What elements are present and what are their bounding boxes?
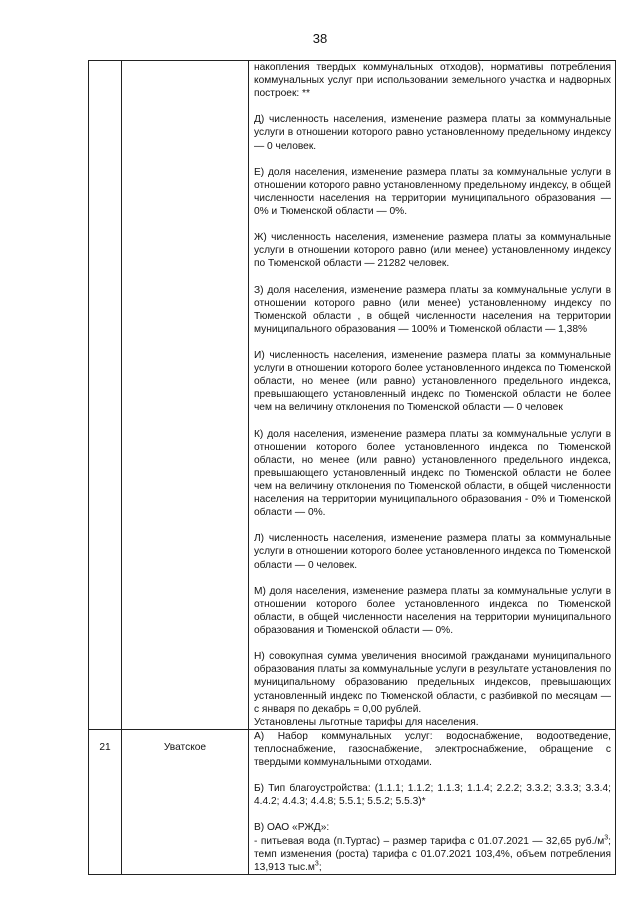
paragraph: М) доля населения, изменение размера платы за коммунальные услуги в отношении которого более установленного индекса по Тюменской области, в общей численности населения на территории муниципального образования и Тюменской области — 0%.	[254, 585, 611, 637]
paragraph: - питьевая вода (п.Туртас) – размер тарифа с 01.07.2021 — 32,65 $руб./м^3$; темп изменения (роста) тарифа с 01.07.2021 103,4%, объем потребления 13,913 $тыс.м^3$;	[254, 834, 611, 873]
row-number-cell: 21	[89, 729, 122, 874]
paragraph: З) доля населения, изменение размера платы за коммунальные услуги в отношении которого равно (или менее) установленному индексу по Тюменской области , в общей численности населения на территории муниципального образования — 100% и Тюменской области — 1,38%	[254, 284, 611, 335]
municipality-cell: Уватское	[122, 729, 249, 874]
paragraph: Е) доля населения, изменение размера платы за коммунальные услуги в отношении которого равно установленному предельному индексу, в общей численности населения на территории муниципального образования — 0% и Тюменской области — 0%.	[254, 166, 611, 218]
description-text	[249, 61, 615, 729]
paragraph: И) численность населения, изменение размера платы за коммунальные услуги в отношении которого более установленного индекса по Тюменской области, но менее (или равно) установленного предельного индекса, превышающего установленный индекс по Тюменской области не более чем на величину отклонения по Тюменской области — 0 человек	[254, 350, 611, 414]
description-cell	[249, 61, 616, 730]
municipality-cell	[122, 61, 249, 730]
table-row	[89, 729, 616, 874]
row-number-cell	[89, 61, 122, 730]
paragraph: Ж) численность населения, изменение размера платы за коммунальные услуги в отношении которого равно (или менее) установленному индексу по Тюменской области — 21282 человек.	[254, 232, 611, 270]
paragraph: накопления твердых коммунальных отходов), нормативы потребления коммунальных услуг при использовании земельного участка и надворных построек: **	[254, 62, 611, 100]
paragraph: К) доля населения, изменение размера платы за коммунальные услуги в отношении которого более установленного индекса по Тюменской области, но менее (или равно) установленного предельного индекса, превышающего установленный индекс по Тюменской области не более чем на величину отклонения по Тюменской области, в общей численности населения на территории муниципального образования - 0% и Тюменской области — 0%.	[254, 428, 611, 519]
description-cell	[249, 729, 616, 874]
paragraph: Б) Тип благоустройства: (1.1.1; 1.1.2; 1.1.3; 1.1.4; 2.2.2; 3.3.2; 3.3.3; 3.3.4; 4.4.2; 4.4.3; 4.4.8; 5.5.1; 5.5.2; 5.5.3)*	[254, 783, 611, 808]
document-table	[88, 60, 616, 875]
paragraph: Н) совокупная сумма увеличения вносимой гражданами муниципального образования платы за коммунальные услуги в результате установления по муниципальному образованию предельных индексов, превышающих установленный индекс по Тюменской области, с разбивкой по месяцам — с января по декабрь = 0,00 рублей.	[254, 651, 611, 715]
page-number: 38	[312, 31, 328, 46]
table-row	[89, 61, 616, 730]
paragraph-title: В) ОАО «РЖД»:	[254, 822, 330, 834]
description-text	[249, 730, 615, 874]
paragraph: А) Набор коммунальных услуг: водоснабжение, водоотведение, теплоснабжение, газоснабжение, электроснабжение, обращение с твердыми коммунальными отходами.	[254, 730, 611, 768]
paragraph: Д) численность населения, изменение размера платы за коммунальные услуги в отношении которого равно установленному предельному индексу — 0 человек.	[254, 114, 611, 152]
final-line: Установлены льготные тарифы для населения.	[254, 716, 479, 728]
paragraph: Л) численность населения, изменение размера платы за коммунальные услуги в отношении которого более установленного индекса по Тюменской области — 0 человек.	[254, 533, 611, 571]
